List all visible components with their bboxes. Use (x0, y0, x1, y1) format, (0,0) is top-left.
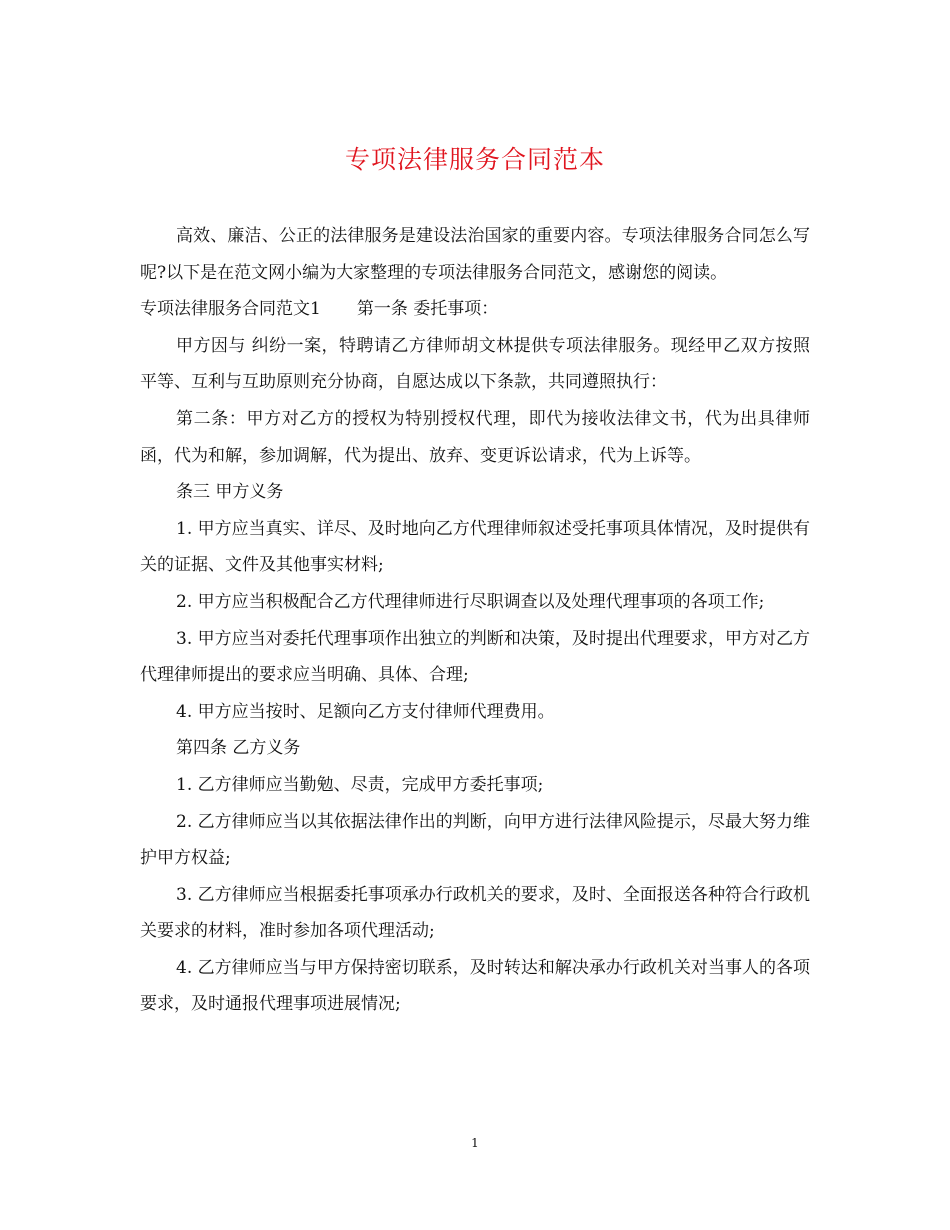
party-a-item: 3. 甲方应当对委托代理事项作出独立的判断和决策，及时提出代理要求，甲方对乙方代理律师提出的要求应当明确、具体、合理; (140, 628, 810, 686)
party-a-item: 2. 甲方应当积极配合乙方代理律师进行尽职调查以及处理代理事项的各项工作; (176, 591, 765, 612)
party-b-item: 3. 乙方律师应当根据委托事项承办行政机关的要求，及时、全面报送各种符合行政机关要求的材料，准时参加各项代理活动; (140, 884, 810, 942)
intro-paragraph: 高效、廉洁、公正的法律服务是建设法治国家的重要内容。专项法律服务合同怎么写呢?以下是在范文网小编为大家整理的专项法律服务合同范文，感谢您的阅读。 (140, 226, 810, 283)
sample-heading-line (140, 291, 810, 328)
article3-heading: 条三 甲方义务 (176, 482, 284, 503)
article4-heading: 第四条 乙方义务 (176, 738, 301, 759)
party-b-item: 1. 乙方律师应当勤勉、尽责，完成甲方委托事项; (176, 774, 544, 795)
party-a-item: 1. 甲方应当真实、详尽、及时地向乙方代理律师叙述受托事项具体情况，及时提供有关的证据、文件及其他事实材料; (140, 518, 810, 576)
party-b-item: 2. 乙方律师应当以其依据法律作出的判断，向甲方进行法律风险提示，尽最大努力维护甲方权益; (140, 811, 810, 869)
party-a-item: 4. 甲方应当按时、足额向乙方支付律师代理费用。 (176, 701, 555, 722)
article1-heading: 第一条 委托事项： (356, 299, 499, 320)
article1-body: 甲方因与 纠纷一案，特聘请乙方律师胡文林提供专项法律服务。现经甲乙双方按照平等、互利与互助原则充分协商，自愿达成以下条款，共同遵照执行： (140, 335, 810, 393)
sample-heading: 专项法律服务合同范文1 (140, 299, 321, 320)
document-body (140, 218, 810, 1023)
party-b-item: 4. 乙方律师应当与甲方保持密切联系，及时转达和解决承办行政机关对当事人的各项要求，及时通报代理事项进展情况; (140, 957, 810, 1015)
page-number: 1 (471, 1136, 479, 1150)
document-title: 专项法律服务合同范本 (344, 145, 605, 174)
article2-body: 第二条：甲方对乙方的授权为特别授权代理，即代为接收法律文书，代为出具律师函，代为和解，参加调解，代为提出、放弃、变更诉讼请求，代为上诉等。 (140, 408, 810, 466)
